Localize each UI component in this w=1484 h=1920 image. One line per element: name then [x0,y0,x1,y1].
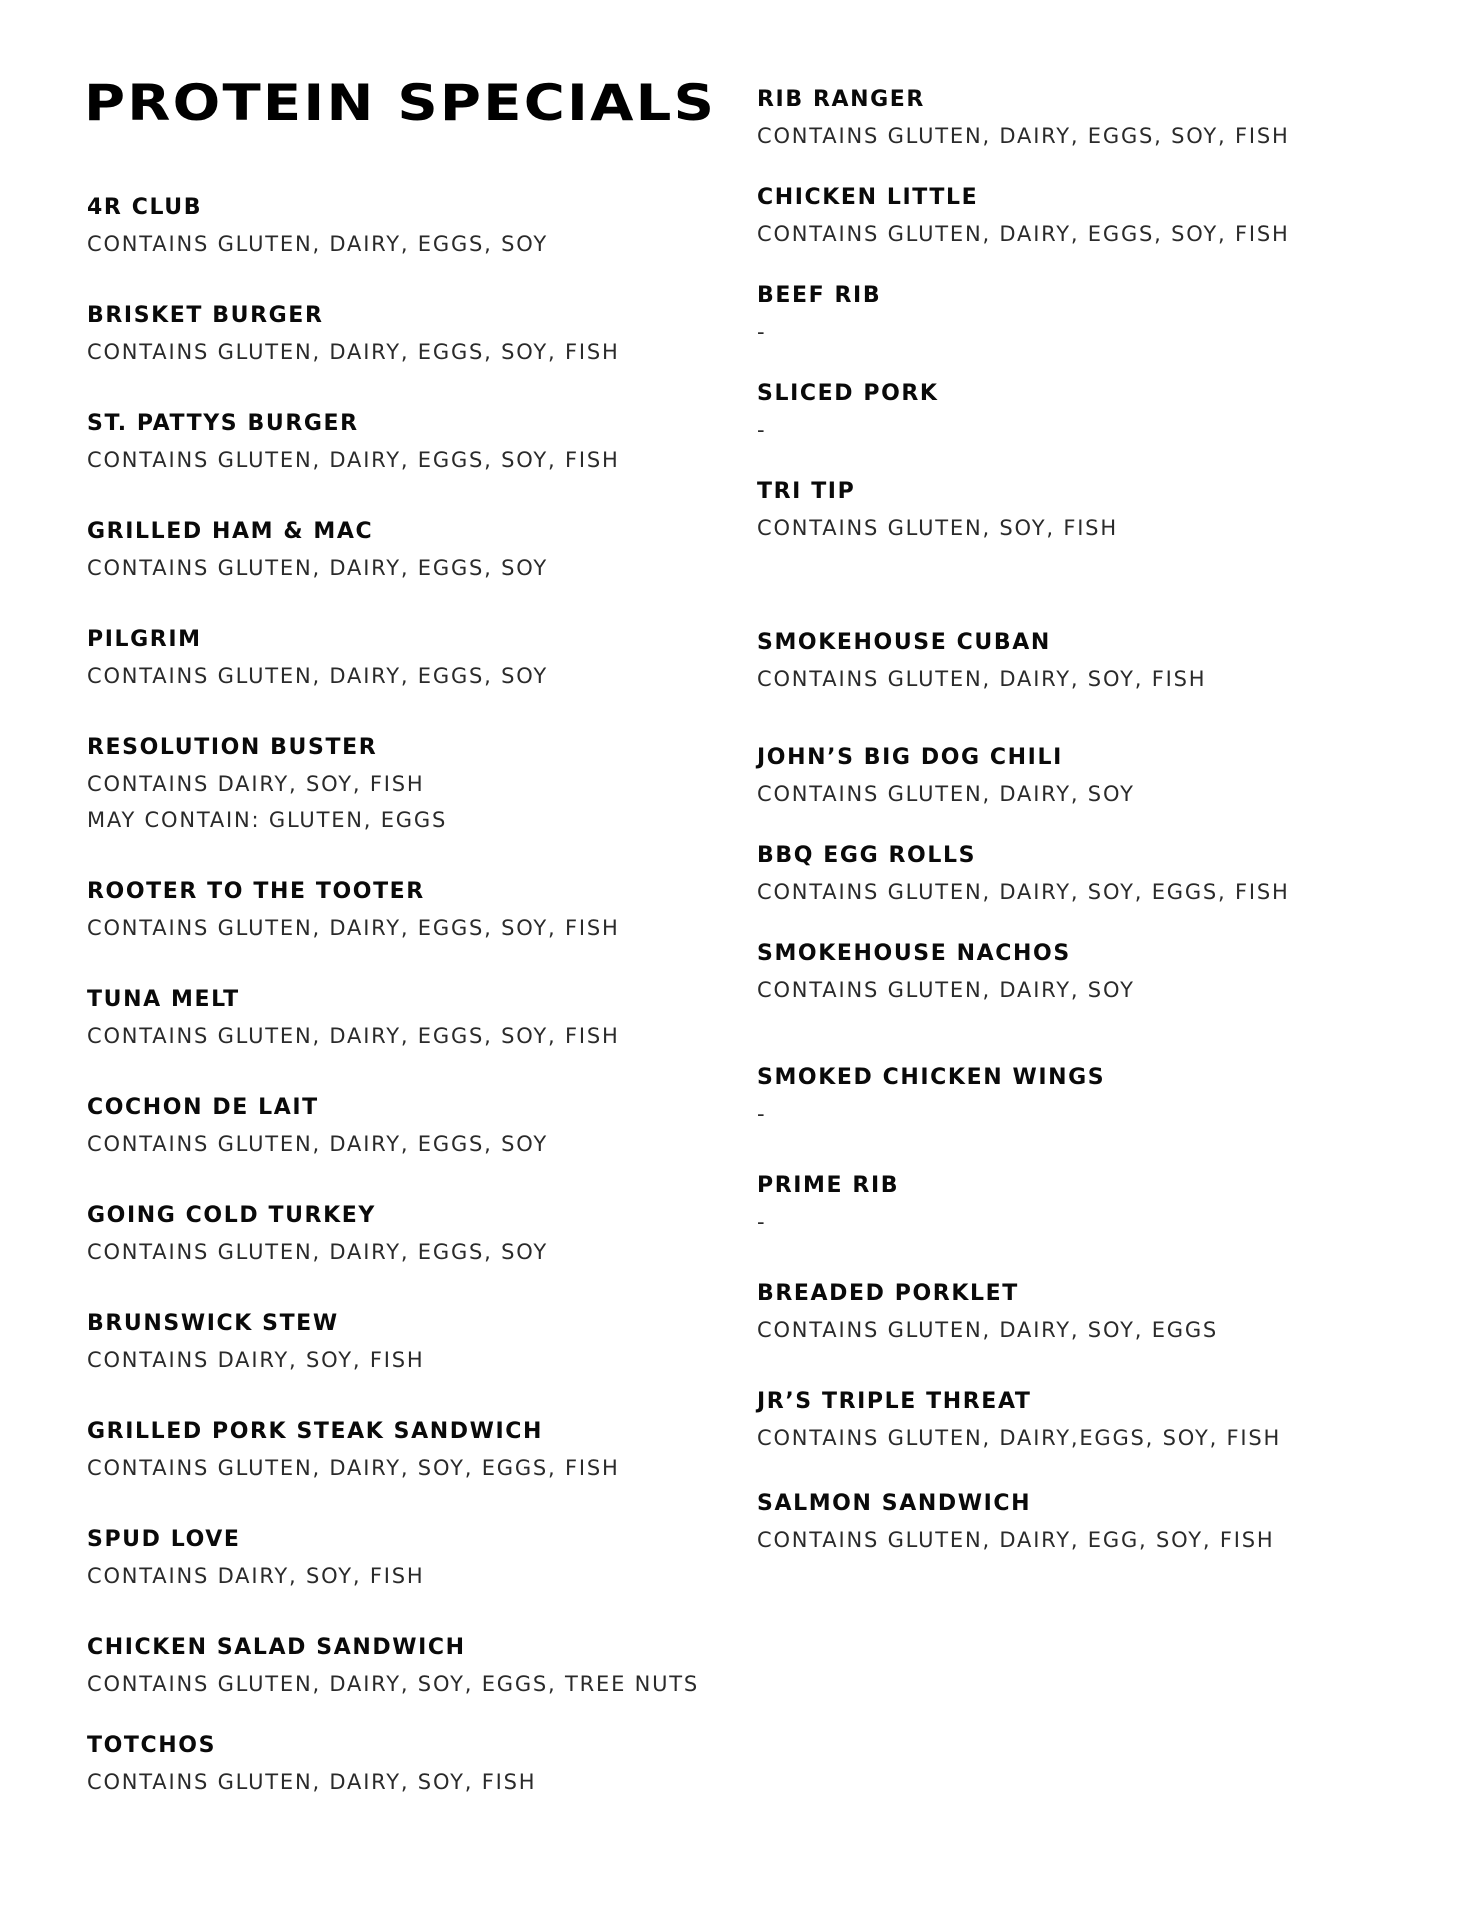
menu-item [87,1306,727,1378]
allergen-info: CONTAINS GLUTEN, DAIRY, SOY [757,782,1135,806]
item-name: JR’S TRIPLE THREAT [757,1389,1032,1414]
item-name: 4R CLUB [87,195,203,220]
allergen-info: CONTAINS DAIRY, SOY, FISH [87,772,425,796]
allergen-info: CONTAINS GLUTEN, DAIRY, EGGS, SOY, FISH [87,1024,620,1048]
item-name: CHICKEN LITTLE [757,185,979,210]
item-name: BRUNSWICK STEW [87,1311,339,1336]
item-name: GRILLED HAM & MAC [87,519,374,544]
menu-item [87,622,727,694]
item-name: GOING COLD TURKEY [87,1203,376,1228]
menu-item [87,982,727,1054]
allergen-info: CONTAINS GLUTEN, DAIRY, SOY [757,978,1135,1002]
allergen-info: CONTAINS GLUTEN, DAIRY, EGGS, SOY, FISH [87,448,620,472]
menu-item [87,298,727,370]
menu-item [757,1060,1397,1132]
menu-item [757,838,1397,910]
item-name: COCHON DE LAIT [87,1095,319,1120]
item-name: BRISKET BURGER [87,303,324,328]
allergen-info: CONTAINS GLUTEN, DAIRY, SOY, FISH [87,1770,537,1794]
item-name: ST. PATTYS BURGER [87,411,359,436]
menu-item [757,474,1397,546]
menu-item [87,514,727,586]
item-name: SMOKEHOUSE NACHOS [757,941,1071,966]
menu-item [87,730,727,838]
menu-item [757,1276,1397,1348]
item-name: CHICKEN SALAD SANDWICH [87,1635,466,1660]
allergen-info: CONTAINS GLUTEN, DAIRY, EGGS, SOY [87,232,549,256]
menu-item [87,190,727,262]
allergen-info: CONTAINS GLUTEN, DAIRY, EGG, SOY, FISH [757,1528,1275,1552]
menu-item [87,874,727,946]
menu-item [87,406,727,478]
menu-item [757,740,1397,812]
allergen-info: CONTAINS GLUTEN, DAIRY, SOY, EGGS, TREE NUTS [87,1672,700,1696]
item-name: BBQ EGG ROLLS [757,843,977,868]
item-name: SALMON SANDWICH [757,1491,1032,1516]
allergen-info: CONTAINS GLUTEN, DAIRY, SOY, EGGS, FISH [757,880,1290,904]
item-name: RESOLUTION BUSTER [87,735,378,760]
item-name: TOTCHOS [87,1733,217,1758]
allergen-info: CONTAINS GLUTEN, DAIRY, SOY, EGGS [757,1318,1219,1342]
menu-item [87,1090,727,1162]
allergen-info: CONTAINS GLUTEN, DAIRY, EGGS, SOY [87,1240,549,1264]
allergen-info: CONTAINS GLUTEN, SOY, FISH [757,516,1118,540]
menu-item [757,625,1397,697]
menu-item [87,1198,727,1270]
item-name: PRIME RIB [757,1173,900,1198]
item-name: SPUD LOVE [87,1527,241,1552]
item-name: PILGRIM [87,627,202,652]
item-name: SMOKED CHICKEN WINGS [757,1065,1106,1090]
allergen-info: - [757,418,767,442]
allergen-info: CONTAINS GLUTEN, DAIRY, EGGS, SOY [87,556,549,580]
allergen-info: CONTAINS DAIRY, SOY, FISH [87,1564,425,1588]
menu-item [757,82,1397,154]
allergen-info: - [757,1210,767,1234]
menu-item [87,1728,727,1800]
item-name: RIB RANGER [757,87,925,112]
allergen-info: CONTAINS GLUTEN, DAIRY, EGGS, SOY, FISH [87,340,620,364]
item-name: JOHN’S BIG DOG CHILI [757,745,1063,770]
item-name: ROOTER TO THE TOOTER [87,879,425,904]
item-name: BREADED PORKLET [757,1281,1019,1306]
menu-item [757,278,1397,350]
allergen-info: CONTAINS GLUTEN, DAIRY, EGGS, SOY [87,1132,549,1156]
allergen-info: CONTAINS GLUTEN, DAIRY, EGGS, SOY, FISH [87,916,620,940]
allergen-info: CONTAINS GLUTEN, DAIRY, SOY, FISH [757,667,1207,691]
item-name: TRI TIP [757,479,856,504]
allergen-info: - [757,320,767,344]
menu-item [757,1384,1397,1456]
menu-item [757,1168,1397,1240]
allergen-info: CONTAINS GLUTEN, DAIRY,EGGS, SOY, FISH [757,1426,1282,1450]
allergen-info: CONTAINS DAIRY, SOY, FISH [87,1348,425,1372]
allergen-info: CONTAINS GLUTEN, DAIRY, SOY, EGGS, FISH [87,1456,620,1480]
item-name: SLICED PORK [757,381,939,406]
allergen-info: CONTAINS GLUTEN, DAIRY, EGGS, SOY [87,664,549,688]
allergen-info: CONTAINS GLUTEN, DAIRY, EGGS, SOY, FISH [757,124,1290,148]
menu-item [757,180,1397,252]
menu-item [757,1486,1397,1558]
menu-item [757,936,1397,1008]
item-name: SMOKEHOUSE CUBAN [757,630,1051,655]
menu-item [87,1522,727,1594]
menu-item [757,376,1397,448]
item-name: GRILLED PORK STEAK SANDWICH [87,1419,544,1444]
menu-item [87,1414,727,1486]
allergen-info: - [757,1102,767,1126]
item-name: BEEF RIB [757,283,882,308]
menu-item [87,1630,727,1702]
allergen-may-contain: MAY CONTAIN: GLUTEN, EGGS [87,808,448,832]
item-name: TUNA MELT [87,987,240,1012]
page-title: PROTEIN SPECIALS [84,74,717,132]
allergen-info: CONTAINS GLUTEN, DAIRY, EGGS, SOY, FISH [757,222,1290,246]
